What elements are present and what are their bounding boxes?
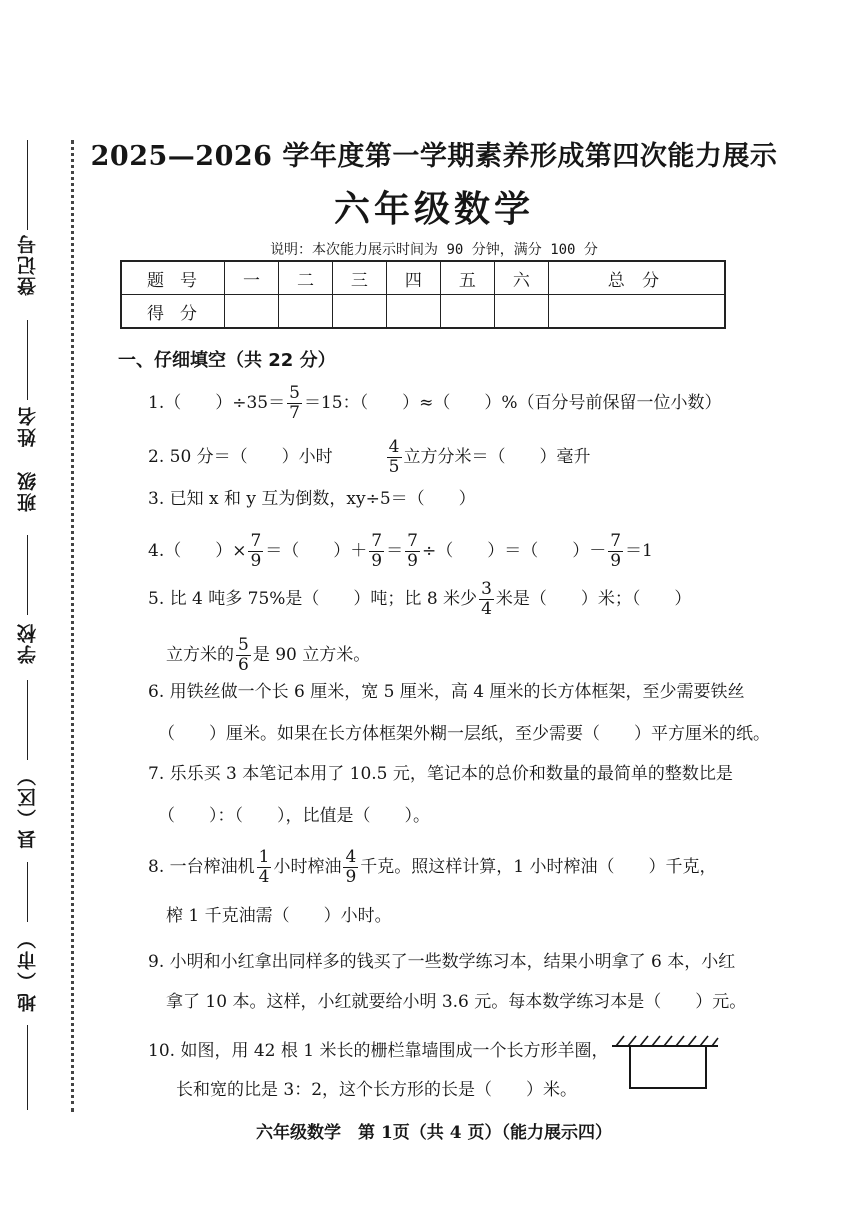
score-col-2: 二	[278, 261, 332, 295]
section-1-title: 一、仔细填空（共 22 分）	[118, 350, 336, 371]
question-10-line-1: 10. 如图，用 42 根 1 米长的栅栏靠墙围成一个长方形羊圈，	[148, 1041, 609, 1061]
question-10-line-2: 长和宽的比是 3：2，这个长方形的长是（ ）米。	[176, 1080, 578, 1100]
score-table-row2-label: 得分	[121, 295, 225, 329]
q5-part-c: 立方米的	[166, 645, 234, 665]
question-5-line-2	[166, 636, 370, 675]
q4-f4-num: 7	[610, 531, 622, 551]
q4-fraction-1	[248, 532, 263, 571]
score-cell-total[interactable]	[548, 295, 725, 329]
q5-part-d: 是 90 立方米。	[252, 645, 371, 665]
q5-f2-den: 6	[238, 655, 249, 675]
q1-fraction	[287, 384, 302, 423]
score-table-score-row	[121, 295, 725, 329]
q4-f1-den: 9	[250, 551, 262, 571]
q2-part-a: 2. 50 分＝（ ）小时	[148, 447, 333, 467]
q4-fraction-2	[369, 532, 384, 571]
q8-f1-num: 1	[258, 847, 270, 867]
city-label: 地（市）	[17, 928, 39, 1012]
score-cell-3[interactable]	[332, 295, 386, 329]
question-5	[148, 580, 691, 619]
q5-part-a: 5. 比 4 吨多 75%是（ ）吨；比 8 米少	[148, 589, 478, 609]
q5-f1-den: 4	[481, 599, 492, 619]
q8-f2-den: 9	[345, 867, 357, 887]
question-1	[148, 384, 721, 423]
q8-part-c: 千克。照这样计算，1 小时榨油（ ）千克，	[360, 857, 717, 877]
question-7-line-1: 7. 乐乐买 3 本笔记本用了 10.5 元，笔记本的总价和数量的最简单的整数比是	[148, 764, 733, 784]
school-line	[27, 680, 28, 760]
class-label: 班级	[17, 470, 39, 512]
fence-rectangle	[630, 1046, 706, 1088]
score-table-header-row	[121, 261, 725, 295]
score-table-row1-label: 题号	[121, 261, 225, 295]
county-label: 县（区）	[17, 765, 39, 849]
q1-frac-den: 7	[289, 403, 300, 423]
q8-f1-den: 4	[258, 867, 270, 887]
q2-fraction	[387, 438, 402, 477]
q4-f1-num: 7	[250, 531, 262, 551]
fence-diagram	[610, 1034, 720, 1094]
class-line	[27, 535, 28, 615]
subject-title: 六年级数学	[333, 189, 534, 230]
name-line	[27, 320, 28, 400]
question-3	[148, 487, 476, 511]
q1-frac-num: 5	[289, 383, 300, 403]
score-cell-6[interactable]	[494, 295, 548, 329]
q4-part-a: 4.（ ）×	[148, 541, 247, 561]
name-label: 姓名	[17, 405, 39, 447]
score-cell-4[interactable]	[386, 295, 440, 329]
question-8	[148, 848, 717, 887]
q4-f2-num: 7	[371, 531, 383, 551]
q5-f1-num: 3	[481, 579, 492, 599]
q4-part-b: ＝（ ）＋	[265, 541, 368, 561]
q8-f2-num: 4	[345, 847, 357, 867]
q4-part-e: ＝1	[625, 541, 653, 561]
question-4	[148, 532, 653, 571]
score-table	[120, 260, 726, 329]
q4-f3-den: 9	[407, 551, 418, 571]
score-col-4: 四	[386, 261, 440, 295]
q5-f2-num: 5	[238, 635, 249, 655]
q1-part-b: ＝15：（ ）≈（ ）%（百分号前保留一位小数）	[303, 393, 722, 413]
score-col-3: 三	[332, 261, 386, 295]
question-9-line-1: 9. 小明和小红拿出同样多的钱买了一些数学练习本，结果小明拿了 6 本，小红	[148, 952, 736, 972]
q4-f3-num: 7	[407, 531, 418, 551]
exam-title: 2025—2026 学年度第一学期素养形成第四次能力展示	[90, 141, 778, 172]
score-cell-2[interactable]	[278, 295, 332, 329]
q4-fraction-4	[608, 532, 623, 571]
wall-hatching	[616, 1036, 718, 1046]
q8-part-b: 小时榨油	[273, 857, 342, 877]
school-label: 学校	[17, 622, 39, 664]
q4-part-d: ÷（ ）＝（ ）－	[421, 541, 607, 561]
score-col-total: 总 分	[548, 261, 725, 295]
score-col-5: 五	[440, 261, 494, 295]
q4-fraction-3	[405, 532, 420, 571]
q4-part-c: ＝	[386, 541, 404, 561]
score-cell-1[interactable]	[225, 295, 279, 329]
question-2	[148, 438, 591, 477]
city-line	[27, 1025, 28, 1110]
question-7-line-2: （ ）：（ ），比值是（ ）。	[158, 806, 430, 826]
question-9-line-2: 拿了 10 本。这样，小红就要给小明 3.6 元。每本数学练习本是（ ）元。	[166, 992, 747, 1012]
register-no-label: 登记号	[17, 233, 39, 296]
question-6-line-1: 6. 用铁丝做一个长 6 厘米，宽 5 厘米，高 4 厘米的长方体框架，至少需要铁丝	[148, 682, 745, 702]
q5-fraction-1	[479, 580, 494, 619]
q3-text: 3. 已知 x 和 y 互为倒数，xy÷5＝（ ）	[148, 489, 476, 509]
q4-f4-den: 9	[610, 551, 622, 571]
q8-fraction-2	[343, 848, 358, 887]
score-col-6: 六	[494, 261, 548, 295]
q8-part-a: 8. 一台榨油机	[148, 857, 255, 877]
binding-dotted-line	[71, 140, 74, 1112]
q2-frac-den: 5	[388, 457, 400, 477]
q4-f2-den: 9	[371, 551, 383, 571]
county-line	[27, 862, 28, 922]
q5-part-b: 米是（ ）米；（ ）	[495, 589, 692, 609]
q5-fraction-2	[236, 636, 251, 675]
q2-frac-num: 4	[388, 437, 400, 457]
q8-fraction-1	[257, 848, 272, 887]
page-footer: 六年级数学 第 1页（共 4 页）（能力展示四）	[256, 1123, 612, 1143]
question-6-line-2: （ ）厘米。如果在长方体框架外糊一层纸，至少需要（ ）平方厘米的纸。	[158, 724, 770, 744]
question-8-line-2: 榨 1 千克油需（ ）小时。	[166, 906, 392, 926]
instructions: 说明：本次能力展示时间为 90 分钟，满分 100 分	[270, 242, 598, 258]
q1-part-a: 1.（ ）÷35＝	[148, 393, 286, 413]
q2-part-b: 立方分米＝（ ）毫升	[403, 447, 591, 467]
score-col-1: 一	[225, 261, 279, 295]
score-cell-5[interactable]	[440, 295, 494, 329]
